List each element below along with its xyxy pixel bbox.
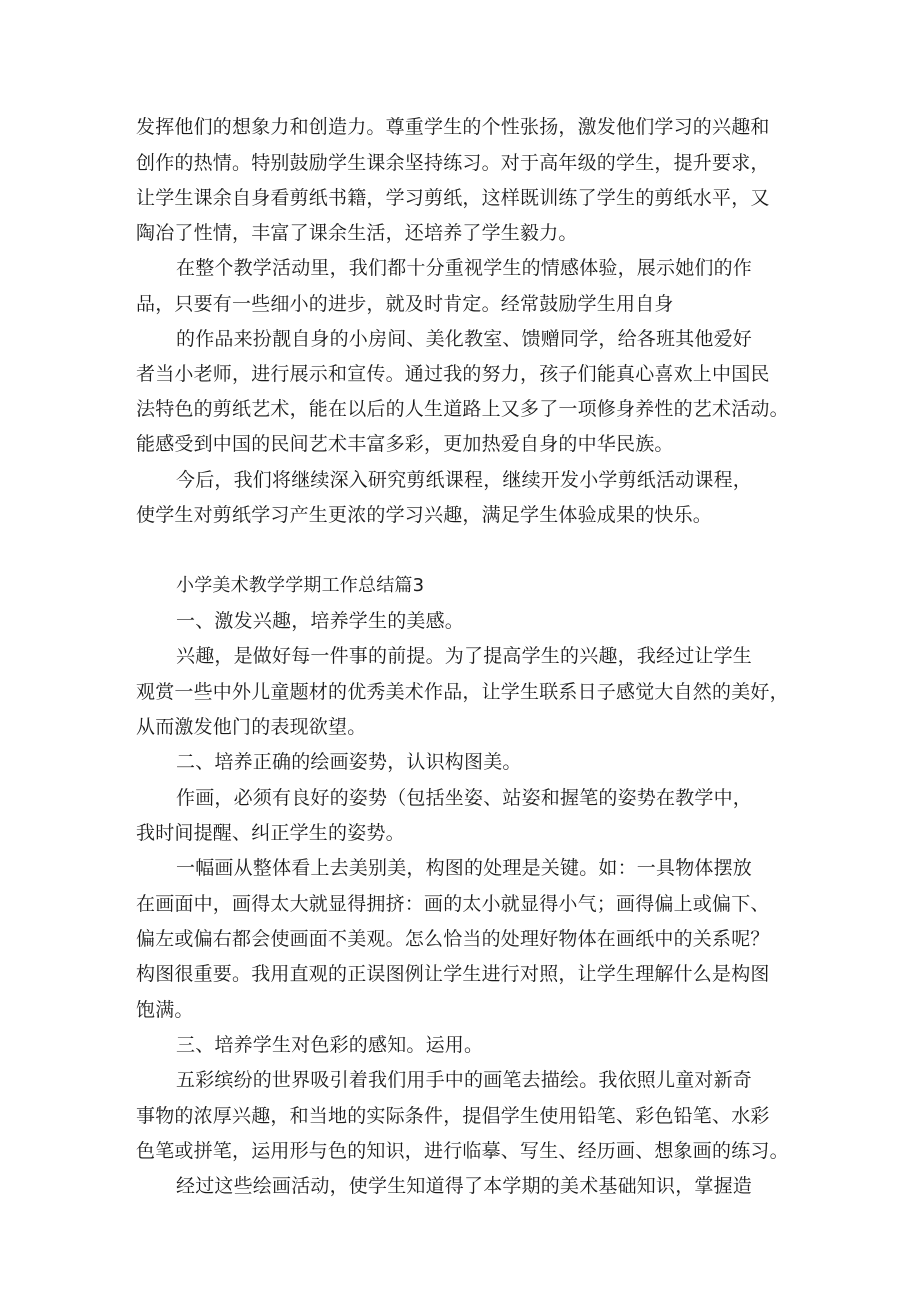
text-line: 一幅画从整体看上去美别美，构图的处理是关键。如：一具物体摆放 <box>176 857 753 879</box>
text-line: 偏左或偏右都会使画面不美观。怎么恰当的处理好物体在画纸中的关系呢？ <box>136 928 770 950</box>
text-line: 陶冶了性情，丰富了课余生活，还培养了学生毅力。 <box>136 222 578 244</box>
text-line: 发挥他们的想象力和创造力。尊重学生的个性张扬，激发他们学习的兴趣和 <box>136 116 770 138</box>
text-line: 品，只要有一些细小的进步，就及时肯定。经常鼓励学生用自身 <box>136 293 674 315</box>
text-line: 作画，必须有良好的姿势（包括坐姿、站姿和握笔的姿势在教学中， <box>176 787 753 809</box>
text-line: 让学生课余自身看剪纸书籍，学习剪纸，这样既训练了学生的剪纸水平，又 <box>136 187 770 209</box>
subheading: 三、培养学生对色彩的感知。运用。 <box>176 1034 484 1056</box>
text-line: 创作的热情。特别鼓励学生课余坚持练习。对于高年级的学生，提升要求， <box>136 152 770 174</box>
text-line: 事物的浓厚兴趣，和当地的实际条件，提倡学生使用铅笔、彩色铅笔、水彩 <box>136 1105 770 1127</box>
text-line: 法特色的剪纸艺术，能在以后的人生道路上又多了一项修身养性的艺术活动。 <box>136 398 789 420</box>
subheading: 一、激发兴趣，培养学生的美感。 <box>176 610 465 632</box>
section-heading: 小学美术教学学期工作总结篇3 <box>176 575 425 596</box>
text-line: 饱满。 <box>136 999 194 1021</box>
text-line: 色笔或拼笔，运用形与色的知识，进行临摹、写生、经历画、想象画的练习。 <box>136 1140 789 1162</box>
text-line: 的作品来扮靓自身的小房间、美化教室、馈赠同学，给各班其他爱好 <box>176 328 753 350</box>
text-line: 构图很重要。我用直观的正误图例让学生进行对照，让学生理解什么是构图 <box>136 963 770 985</box>
text-line: 经过这些绘画活动，使学生知道得了本学期的美术基础知识，掌握造 <box>176 1175 753 1197</box>
text-line: 兴趣，是做好每一件事的前提。为了提高学生的兴趣，我经过让学生 <box>176 645 753 667</box>
text-line: 从而激发他门的表现欲望。 <box>136 716 367 738</box>
text-line: 今后，我们将继续深入研究剪纸课程，继续开发小学剪纸活动课程， <box>176 469 753 491</box>
text-line: 在整个教学活动里，我们都十分重视学生的情感体验，展示她们的作 <box>176 257 753 279</box>
text-line: 观赏一些中外儿童题材的优秀美术作品，让学生联系日子感觉大自然的美好， <box>136 681 789 703</box>
text-line: 我时间提醒、纠正学生的姿势。 <box>136 822 405 844</box>
text-line: 能感受到中国的民间艺术丰富多彩，更加热爱自身的中华民族。 <box>136 433 674 455</box>
text-line: 在画面中，画得太大就显得拥挤：画的太小就显得小气；画得偏上或偏下、 <box>136 893 770 915</box>
text-line: 者当小老师，进行展示和宣传。通过我的努力，孩子们能真心喜欢上中国民 <box>136 363 770 385</box>
subheading: 二、培养正确的绘画姿势，认识构图美。 <box>176 751 522 773</box>
text-line: 五彩缤纷的世界吸引着我们用手中的画笔去描绘。我依照儿童对新奇 <box>176 1069 753 1091</box>
text-line: 使学生对剪纸学习产生更浓的学习兴趣，满足学生体验成果的快乐。 <box>136 504 713 526</box>
